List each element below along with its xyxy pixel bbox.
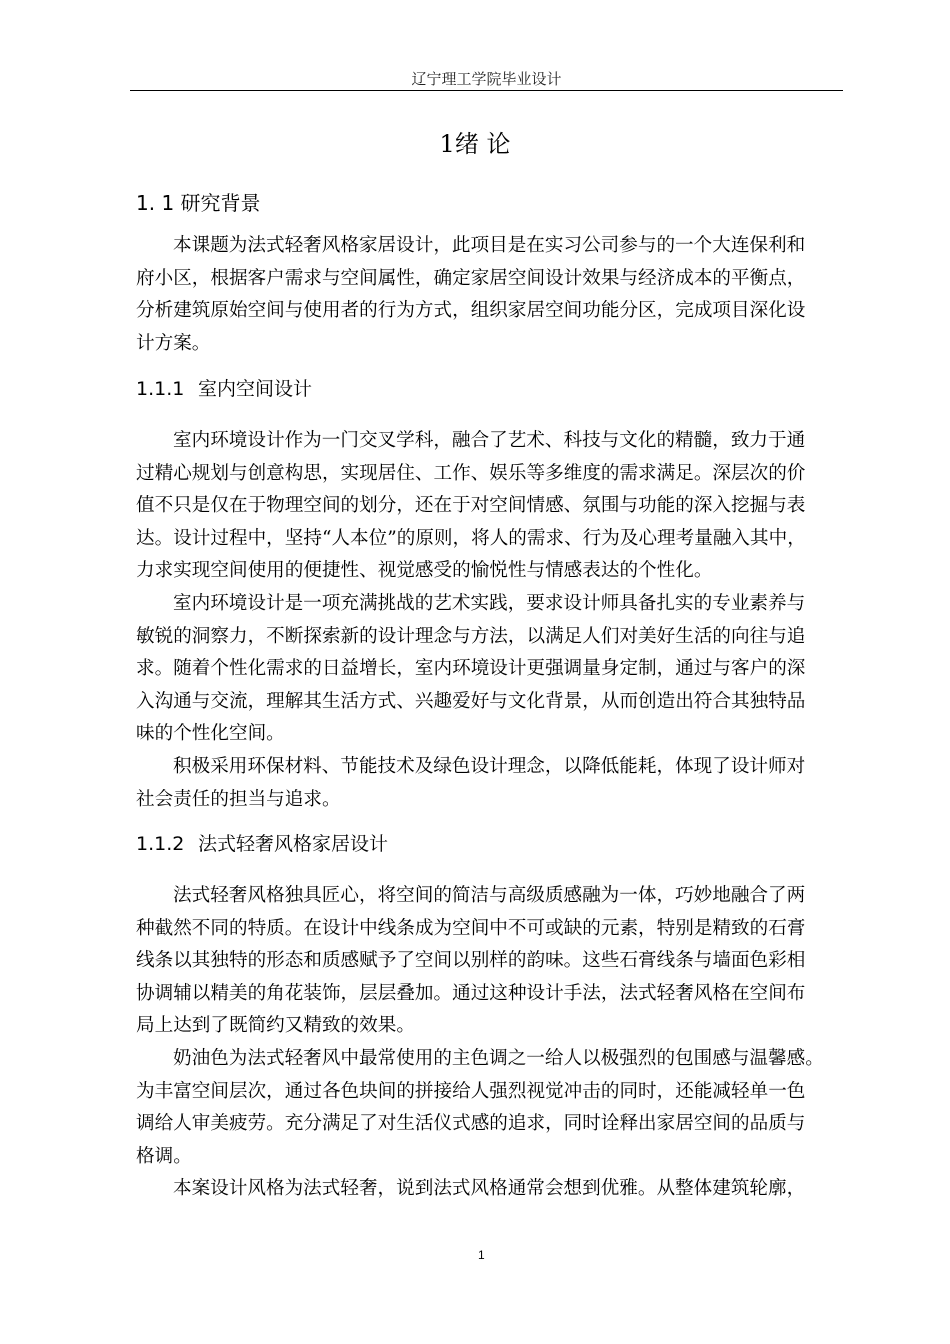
- text-line: 社会责任的担当与追求。: [136, 788, 341, 810]
- text-line: 种截然不同的特质。在设计中线条成为空间中不可或缺的元素，特别是精致的石膏: [136, 917, 806, 939]
- text-line: 室内环境设计作为一门交叉学科，融合了艺术、科技与文化的精髓，致力于通: [173, 430, 806, 451]
- text-line: 过精心规划与创意构思，实现居住、工作、娱乐等多维度的需求满足。深层次的价: [136, 462, 806, 484]
- text-line: 法式轻奢风格独具匠心，将空间的简洁与高级质感融为一体，巧妙地融合了两: [173, 885, 806, 906]
- text-line: 计方案。: [136, 332, 211, 354]
- text-line: 本案设计风格为法式轻奢，说到法式风格通常会想到优雅。从整体建筑轮廓，: [173, 1178, 806, 1199]
- paragraph: [136, 588, 846, 751]
- paragraph: [136, 1043, 846, 1173]
- section-number: 1. 1: [136, 191, 175, 215]
- subsection-heading: [136, 829, 388, 856]
- text-line: 力求实现空间使用的便捷性、视觉感受的愉悦性与情感表达的个性化。: [136, 560, 713, 581]
- paragraph: [136, 880, 846, 1043]
- text-line: 协调辅以精美的角花装饰，层层叠加。通过这种设计手法，法式轻奢风格在空间布: [136, 982, 806, 1004]
- subsection-title: 室内空间设计: [198, 378, 313, 400]
- subsection-title: 法式轻奢风格家居设计: [198, 833, 389, 855]
- text-line: 室内环境设计是一项充满挑战的艺术实践，要求设计师具备扎实的专业素养与: [173, 593, 806, 614]
- text-line: 分析建筑原始空间与使用者的行为方式，组织家居空间功能分区，完成项目深化设: [136, 300, 806, 321]
- text-line: 线条以其独特的形态和质感赋予了空间以别样的韵味。这些石膏线条与墙面色彩相: [136, 950, 806, 971]
- text-line: 本课题为法式轻奢风格家居设计，此项目是在实习公司参与的一个大连保利和: [173, 235, 806, 256]
- text-line: 局上达到了既简约又精致的效果。: [136, 1015, 415, 1036]
- text-line: 格调。: [136, 1145, 192, 1167]
- text-line: 入沟通与交流，理解其生活方式、兴趣爱好与文化背景，从而创造出符合其独特品: [136, 690, 806, 712]
- text-line: 府小区，根据客户需求与空间属性，确定家居空间设计效果与经济成本的平衡点，: [136, 267, 806, 289]
- subsection-heading: [136, 374, 312, 401]
- paragraph: [136, 230, 846, 360]
- paragraph: [136, 425, 846, 588]
- text-line: 求。随着个性化需求的日益增长，室内环境设计更强调量身定制，通过与客户的深: [136, 658, 806, 679]
- paragraph: [136, 1173, 846, 1206]
- text-line: 敏锐的洞察力，不断探索新的设计理念与方法，以满足人们对美好生活的向往与追: [136, 625, 806, 647]
- subsection-number: 1.1.2: [136, 833, 185, 855]
- text-line: 味的个性化空间。: [136, 723, 285, 744]
- page-number: 1: [478, 1248, 485, 1262]
- text-line: 积极采用环保材料、节能技术及绿色设计理念，以降低能耗，体现了设计师对: [173, 756, 806, 777]
- header-divider: [130, 90, 843, 91]
- section-heading: [136, 187, 261, 216]
- section-title: 研究背景: [180, 191, 261, 215]
- text-line: 达。设计过程中，坚持“人本位”的原则，将人的需求、行为及心理考量融入其中，: [136, 527, 806, 549]
- text-line: 奶油色为法式轻奢风中最常使用的主色调之一给人以极强烈的包围感与温馨感。: [173, 1048, 824, 1069]
- text-line: 调给人审美疲劳。充分满足了对生活仪式感的追求，同时诠释出家居空间的品质与: [136, 1113, 806, 1134]
- page-header: 辽宁理工学院毕业设计: [411, 70, 562, 88]
- text-line: 值不只是仅在于物理空间的划分，还在于对空间情感、氛围与功能的深入挖掘与表: [136, 495, 806, 516]
- subsection-number: 1.1.1: [136, 378, 185, 400]
- text-line: 为丰富空间层次，通过各色块间的拼接给人强烈视觉冲击的同时，还能减轻单一色: [136, 1080, 806, 1102]
- paragraph: [136, 751, 846, 816]
- chapter-title: 1绪 论: [439, 130, 511, 158]
